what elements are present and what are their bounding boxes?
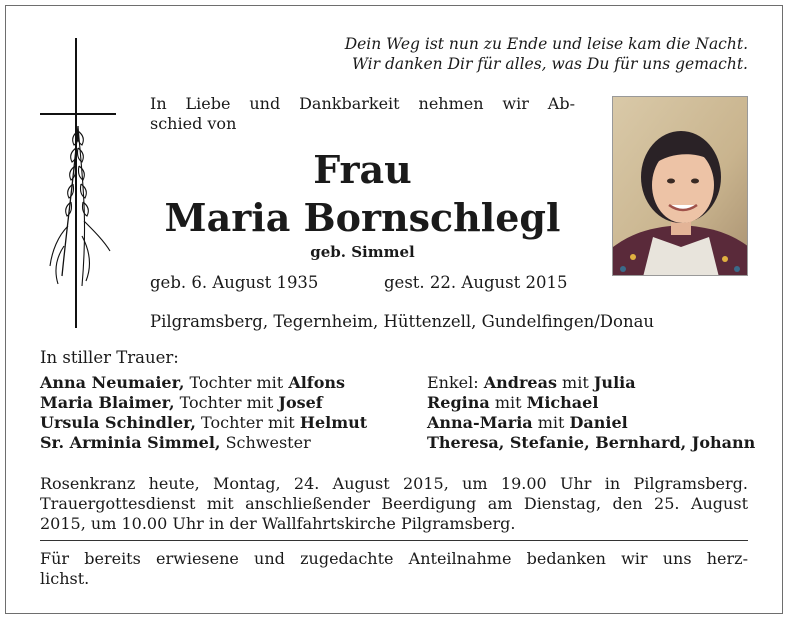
mourner-name: Maria Blaimer, — [40, 393, 175, 412]
mourners-right-column — [427, 373, 757, 453]
service-details — [40, 474, 748, 534]
mourners-heading: In stiller Trauer: — [40, 348, 179, 367]
grandchild-entry — [427, 433, 757, 453]
mourner-partner: Josef — [278, 393, 323, 412]
mourner-entry — [40, 393, 410, 413]
service-line: Rosenkranz heute, Montag, 24. August 2015, um 19.00 Uhr in Pilgramsberg. — [40, 474, 748, 493]
motto-line: Dein Weg ist nun zu Ende und leise kam die Nacht. — [344, 35, 748, 53]
mourner-partner: Alfons — [288, 373, 345, 392]
grandchild-connector: mit — [532, 413, 570, 432]
deceased-name: Maria Bornschlegl — [164, 195, 561, 240]
mourner-entry — [40, 433, 410, 453]
grandchild-partner: Michael — [526, 393, 599, 412]
mourner-name: Sr. Arminia Simmel, — [40, 433, 221, 452]
grandchild-connector: mit — [489, 393, 527, 412]
service-line: Trauergottesdienst mit anschließender Beerdigung am Dienstag, den 25. August — [40, 494, 748, 513]
portrait-image — [613, 97, 748, 276]
divider — [40, 540, 748, 541]
mourner-relation: Schwester — [220, 433, 311, 452]
grandchild-prefix: Enkel: — [427, 373, 484, 392]
salutation: Frau — [313, 147, 412, 192]
grandchild-entry — [427, 393, 757, 413]
intro-line: schied von — [150, 114, 237, 133]
mourner-entry — [40, 413, 410, 433]
grandchild-entry — [427, 413, 757, 433]
motto-line: Wir danken Dir für alles, was Du für uns gemacht. — [352, 55, 748, 73]
grandchild-name: Regina — [427, 393, 490, 412]
mourner-name: Ursula Schindler, — [40, 413, 196, 432]
birth-name: geb. Simmel — [310, 243, 415, 261]
mourner-relation: Tochter mit — [195, 413, 300, 432]
intro-line: In Liebe und Dankbarkeit nehmen wir Ab- — [150, 94, 575, 113]
grandchild-name: Anna-Maria — [427, 413, 533, 432]
birth-date: geb. 6. August 1935 — [150, 273, 319, 292]
cross-with-wheat-icon — [38, 36, 118, 331]
thanks-line: Für bereits erwiesene und zugedachte Anteilnahme bedanken wir uns herz- — [40, 549, 748, 568]
grandchild-name: Andreas — [483, 373, 557, 392]
portrait-photo — [612, 96, 748, 276]
mourner-relation: Tochter mit — [174, 393, 279, 412]
mourner-relation: Tochter mit — [184, 373, 289, 392]
mourner-name: Anna Neumaier, — [40, 373, 185, 392]
mourners-left-column — [40, 373, 410, 453]
service-line: 2015, um 10.00 Uhr in der Wallfahrtskirche Pilgramsberg. — [40, 514, 516, 533]
grandchild-partner: Julia — [593, 373, 636, 392]
motto-verse — [228, 34, 748, 74]
thanks-text — [40, 549, 748, 589]
grandchild-connector: mit — [556, 373, 594, 392]
grandchild-partner: Daniel — [569, 413, 628, 432]
mourner-entry — [40, 373, 410, 393]
thanks-line: lichst. — [40, 569, 90, 588]
places: Pilgramsberg, Tegernheim, Hüttenzell, Gundelfingen/Donau — [150, 312, 655, 331]
death-date: gest. 22. August 2015 — [384, 273, 568, 292]
intro-text — [150, 94, 575, 134]
grandchild-entry — [427, 373, 757, 393]
grandchild-name: Theresa, Stefanie, Bernhard, Johann — [427, 433, 756, 452]
mourner-partner: Helmut — [299, 413, 368, 432]
